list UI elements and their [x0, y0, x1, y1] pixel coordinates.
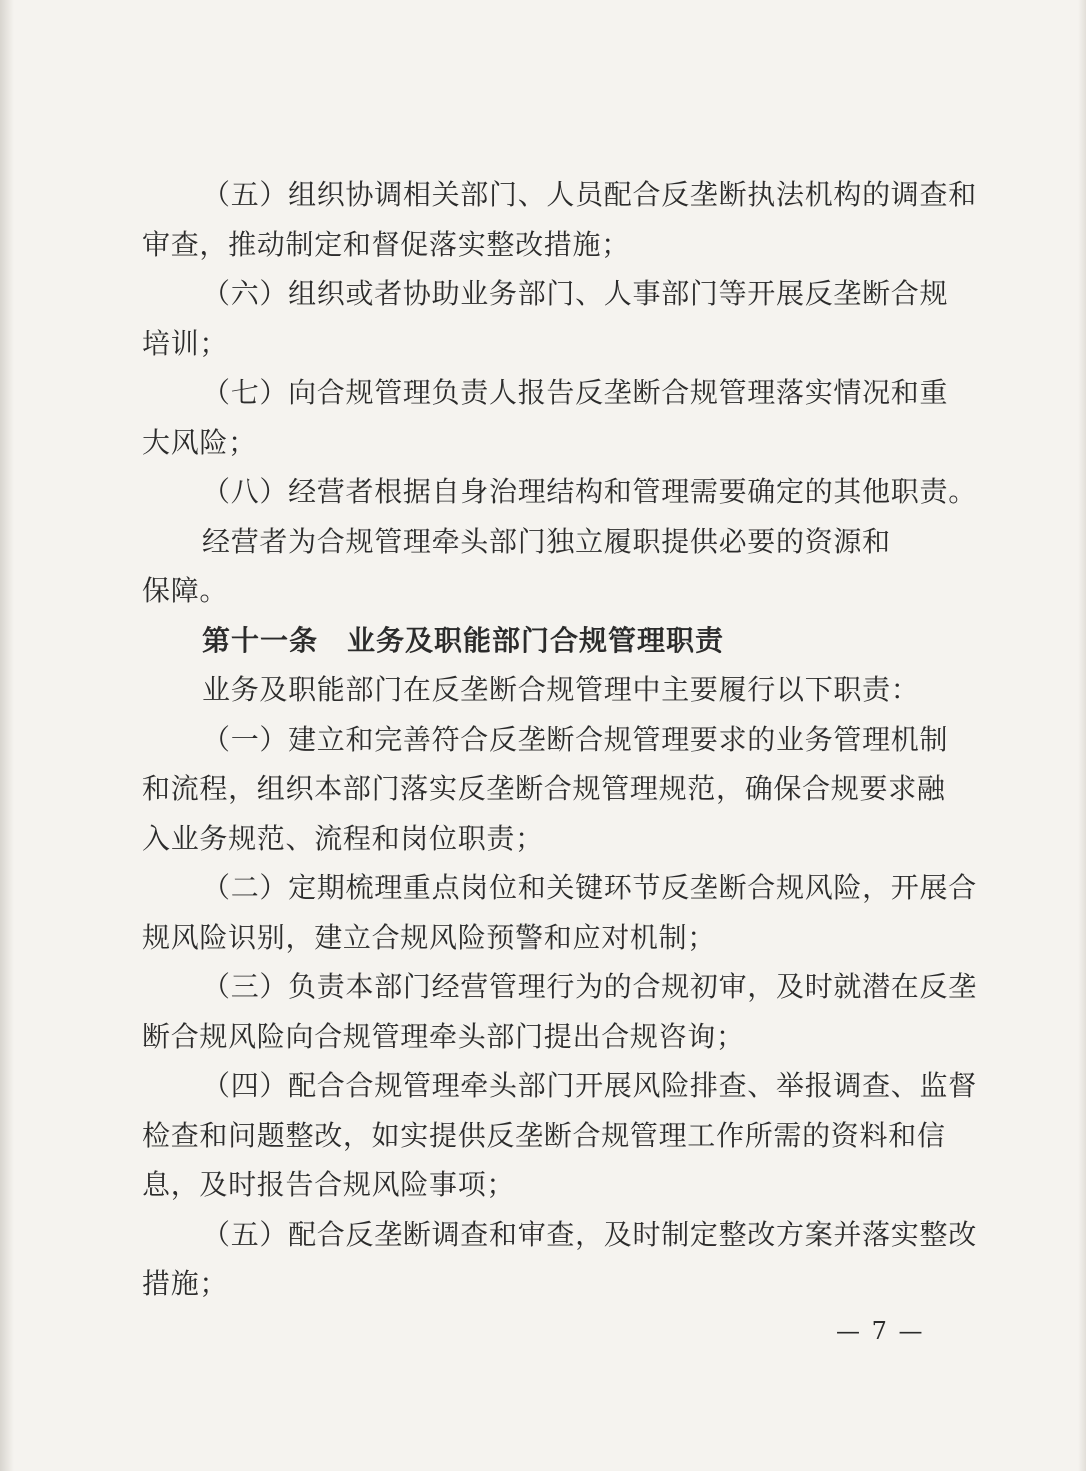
text-line: 规风险识别，建立合规风险预警和应对机制；: [142, 920, 717, 954]
scan-edge-right: [1078, 0, 1086, 1471]
text-line: （五）配合反垄断调查和审查，及时制定整改方案并落实整改: [202, 1217, 977, 1251]
text-line: （三）负责本部门经营管理行为的合规初审，及时就潜在反垄: [202, 970, 977, 1003]
text-line: 大风险；: [142, 425, 257, 459]
text-line: （五）组织协调相关部门、人员配合反垄断执法机构的调查和: [202, 178, 977, 211]
text-line: 断合规风险向合规管理牵头部门提出合规咨询；: [142, 1019, 745, 1053]
text-line: 和流程，组织本部门落实反垄断合规管理规范，确保合规要求融: [142, 772, 946, 805]
text-line: 息，及时报告合规风险事项；: [142, 1168, 516, 1201]
text-line: 培训；: [142, 326, 229, 360]
text-line: 检查和问题整改，如实提供反垄断合规管理工作所需的资料和信: [142, 1118, 946, 1152]
text-line: （八）经营者根据自身治理结构和管理需要确定的其他职责。: [202, 475, 977, 508]
text-line: （四）配合合规管理牵头部门开展风险排查、举报调查、监督: [202, 1069, 977, 1102]
text-line: （六）组织或者协助业务部门、人事部门等开展反垄断合规: [202, 277, 949, 310]
section-heading: 第十一条 业务及职能部门合规管理职责: [202, 623, 725, 657]
text-line: （一）建立和完善符合反垄断合规管理要求的业务管理机制: [202, 722, 949, 756]
text-line: 经营者为合规管理牵头部门独立履职提供必要的资源和: [202, 524, 891, 558]
text-line: （七）向合规管理负责人报告反垄断合规管理落实情况和重: [202, 376, 949, 409]
text-line: 业务及职能部门在反垄断合规管理中主要履行以下职责：: [202, 673, 920, 706]
page-number: — 7 —: [836, 1317, 925, 1345]
text-line: （二）定期梳理重点岗位和关键环节反垄断合规风险，开展合: [202, 871, 977, 904]
text-line: 审查，推动制定和督促落实整改措施；: [142, 227, 630, 261]
scan-edge-left: [0, 0, 14, 1471]
document-body: [142, 170, 977, 1309]
text-line: 入业务规范、流程和岗位职责；: [142, 821, 544, 855]
text-line: 保障。: [142, 574, 229, 607]
text-line: 措施；: [142, 1267, 229, 1300]
